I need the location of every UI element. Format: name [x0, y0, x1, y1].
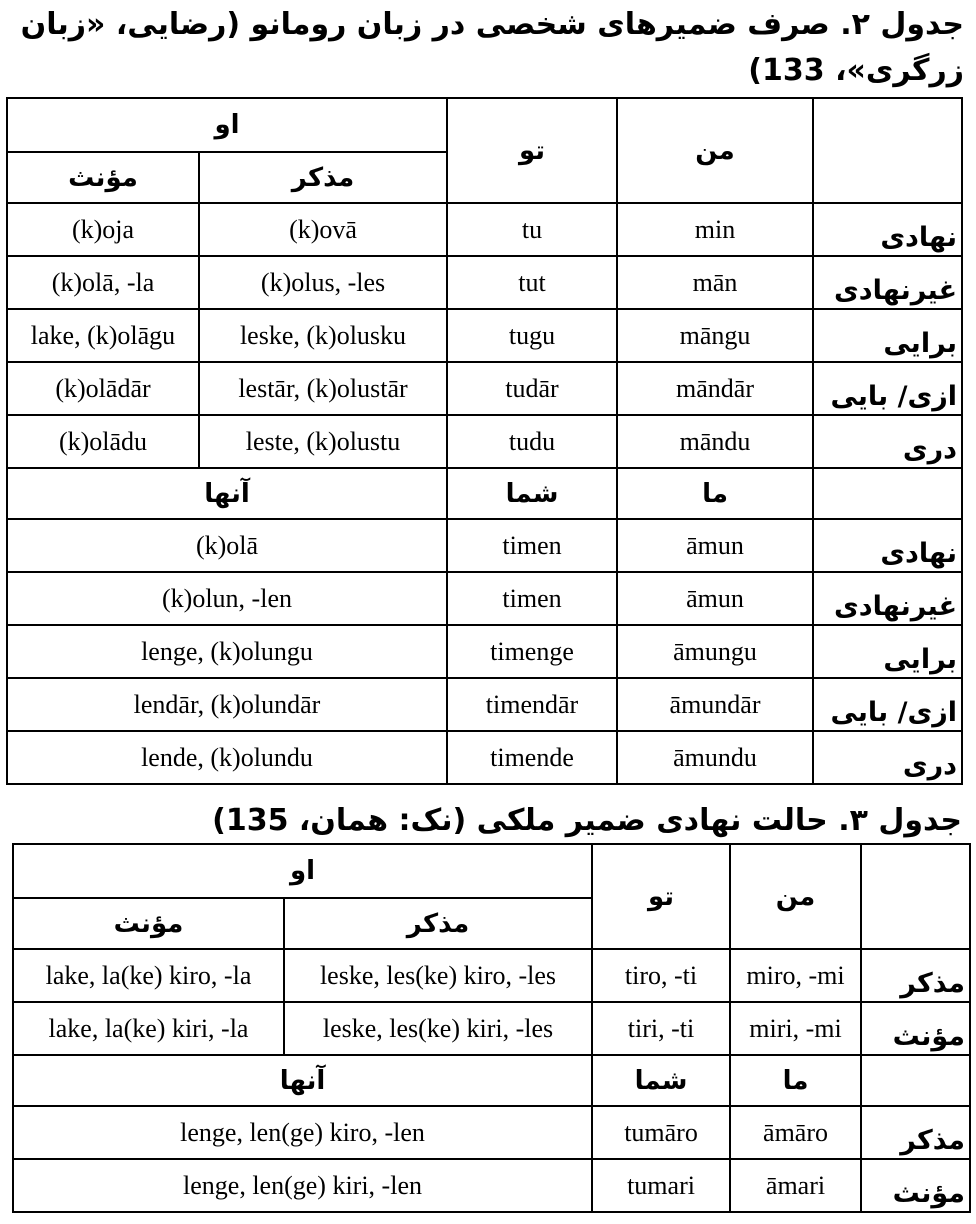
cell-man: māndu: [617, 415, 813, 468]
table-row: [7, 256, 962, 309]
cell-masc: leske, les(ke) kiri, -les: [284, 1002, 592, 1055]
row-label: غیرنهادی: [813, 572, 962, 625]
cell-fem: (k)olādār: [7, 362, 199, 415]
table-row: [13, 1106, 970, 1159]
row-label: دری: [813, 415, 962, 468]
table-row: [7, 678, 962, 731]
row-label: دری: [813, 731, 962, 784]
cell-fem: (k)olādu: [7, 415, 199, 468]
row-label: نهادی: [813, 519, 962, 572]
cell-man: māndār: [617, 362, 813, 415]
cell-man: min: [617, 203, 813, 256]
header-ma: ما: [617, 468, 813, 519]
table-row: [13, 1159, 970, 1212]
table-row: [7, 572, 962, 625]
possessive-pronoun-table: [12, 843, 971, 1213]
table1-title: جدول ۲. صرف ضمیرهای شخصی در زبان رومانو (رضایی، «زبان زرگری»، 133): [20, 7, 964, 88]
cell-masc: leske, (k)olusku: [199, 309, 447, 362]
header-shoma: شما: [447, 468, 617, 519]
cell-anha: lenge, len(ge) kiro, -len: [13, 1106, 592, 1159]
pronoun-declension-table: [6, 97, 963, 785]
cell-ma: āmundār: [617, 678, 813, 731]
cell-man: mān: [617, 256, 813, 309]
header-masc: مذکر: [284, 898, 592, 949]
header-o: او: [7, 98, 447, 152]
header-fem: مؤنث: [7, 152, 199, 203]
cell-shoma: timen: [447, 519, 617, 572]
row-label: غیرنهادی: [813, 256, 962, 309]
row-label: مؤنث: [861, 1159, 970, 1212]
cell-fem: (k)oja: [7, 203, 199, 256]
cell-shoma: timendār: [447, 678, 617, 731]
table2-title: جدول ۳. حالت نهادی ضمیر ملکی (نک: همان، 135): [212, 803, 962, 838]
cell-shoma: timenge: [447, 625, 617, 678]
header-empty: [861, 1055, 970, 1106]
table-row: [7, 309, 962, 362]
table-row: [7, 625, 962, 678]
table-row: [7, 362, 962, 415]
cell-anha: lenge, len(ge) kiri, -len: [13, 1159, 592, 1212]
table-row: [7, 731, 962, 784]
table-row: [7, 519, 962, 572]
cell-ma: āmun: [617, 572, 813, 625]
header-ma: ما: [730, 1055, 861, 1106]
cell-anha: (k)olun, -len: [7, 572, 447, 625]
cell-ma: āmundu: [617, 731, 813, 784]
table-row: [7, 203, 962, 256]
header-to: تو: [447, 98, 617, 203]
header-empty: [813, 468, 962, 519]
header-to: تو: [592, 844, 730, 949]
cell-ma: āmari: [730, 1159, 861, 1212]
row-label: مذکر: [861, 1106, 970, 1159]
row-label: برایی: [813, 625, 962, 678]
cell-to: tiro, -ti: [592, 949, 730, 1002]
cell-ma: āmungu: [617, 625, 813, 678]
cell-to: tudār: [447, 362, 617, 415]
header-man: من: [730, 844, 861, 949]
header-anha: آنها: [7, 468, 447, 519]
header-man: من: [617, 98, 813, 203]
row-label: نهادی: [813, 203, 962, 256]
table-row: [13, 1002, 970, 1055]
header-shoma: شما: [592, 1055, 730, 1106]
cell-to: tudu: [447, 415, 617, 468]
cell-fem: lake, la(ke) kiri, -la: [13, 1002, 284, 1055]
header-masc: مذکر: [199, 152, 447, 203]
cell-to: tiri, -ti: [592, 1002, 730, 1055]
row-label: ازی/ بایی: [813, 362, 962, 415]
cell-man: māngu: [617, 309, 813, 362]
cell-shoma: timen: [447, 572, 617, 625]
cell-masc: (k)olus, -les: [199, 256, 447, 309]
cell-shoma: tumāro: [592, 1106, 730, 1159]
row-label: مذکر: [861, 949, 970, 1002]
cell-masc: leske, les(ke) kiro, -les: [284, 949, 592, 1002]
header-empty: [861, 844, 970, 949]
cell-masc: leste, (k)olustu: [199, 415, 447, 468]
header-empty: [813, 98, 962, 203]
row-label: ازی/ بایی: [813, 678, 962, 731]
cell-ma: āmāro: [730, 1106, 861, 1159]
table-row: [7, 415, 962, 468]
table-header-row: [13, 1055, 970, 1106]
table-header-row: [7, 468, 962, 519]
cell-masc: lestār, (k)olustār: [199, 362, 447, 415]
cell-anha: lende, (k)olundu: [7, 731, 447, 784]
cell-man: miri, -mi: [730, 1002, 861, 1055]
cell-to: tu: [447, 203, 617, 256]
cell-fem: lake, (k)olāgu: [7, 309, 199, 362]
cell-anha: (k)olā: [7, 519, 447, 572]
cell-anha: lenge, (k)olungu: [7, 625, 447, 678]
cell-shoma: timende: [447, 731, 617, 784]
cell-shoma: tumari: [592, 1159, 730, 1212]
table-row: [13, 949, 970, 1002]
header-anha: آنها: [13, 1055, 592, 1106]
row-label: برایی: [813, 309, 962, 362]
header-o: او: [13, 844, 592, 898]
table-header-row: [13, 844, 970, 898]
cell-fem: (k)olā, -la: [7, 256, 199, 309]
table-header-row: [7, 98, 962, 152]
cell-man: miro, -mi: [730, 949, 861, 1002]
cell-anha: lendār, (k)olundār: [7, 678, 447, 731]
cell-masc: (k)ovā: [199, 203, 447, 256]
cell-to: tugu: [447, 309, 617, 362]
cell-ma: āmun: [617, 519, 813, 572]
header-fem: مؤنث: [13, 898, 284, 949]
cell-fem: lake, la(ke) kiro, -la: [13, 949, 284, 1002]
cell-to: tut: [447, 256, 617, 309]
row-label: مؤنث: [861, 1002, 970, 1055]
